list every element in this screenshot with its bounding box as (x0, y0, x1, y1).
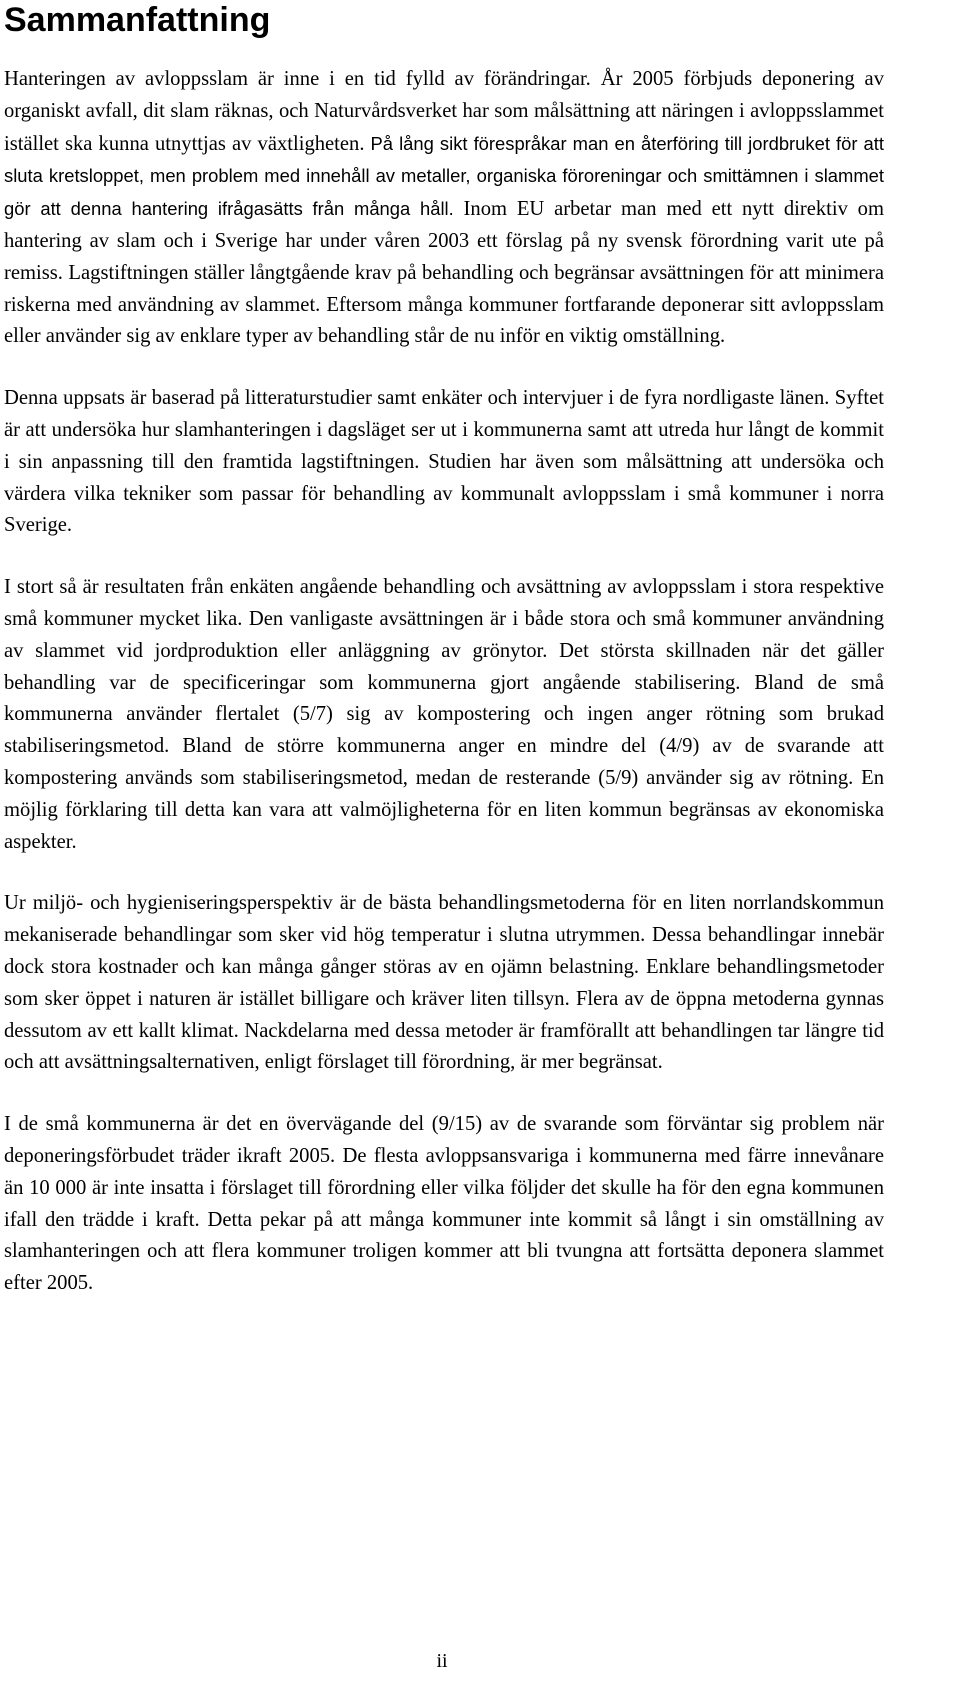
paragraph-1-sentence-3: På lång sikt förespråkar man en återföring till jordbruket för att sluta kretsloppet, men problem med innehåll av metaller, organiska föroreningar och smittämnen i slammet gör att denna hantering ifrågasätts från många håll. (4, 132, 884, 220)
paragraph-1-sentence-2: År 2005 förbjuds deponering av organiskt avfall, dit slam räknas, och Naturvårdsverket har som målsättning att näringen i avloppsslammet istället ska kunna utnyttjas av växtligheten. (4, 68, 884, 155)
page-number: ii (436, 1650, 448, 1672)
page-title: Sammanfattning (4, 1, 271, 39)
document-page (4, 0, 884, 1300)
paragraph-1 (4, 64, 884, 353)
paragraph-5: I de små kommunerna är det en övervägande del (9/15) av de svarande som förväntar sig problem när deponeringsförbudet träder ikraft 2005. De flesta avloppsansvariga i kommunerna med färre innevånare än 10 000 är inte insatta i förslaget till förordning eller vilka följder det skulle ha för den egna kommunen ifall den trädde i kraft. Detta pekar på att många kommuner inte kommit så långt i sin omställning av slamhanteringen och att flera kommuner troligen kommer att bli tvungna att fortsätta deponera slammet efter 2005. (4, 1113, 884, 1295)
paragraph-1-sentence-4: Inom EU arbetar man med ett nytt direktiv om hantering av slam och i Sverige har under våren 2003 ett förslag på ny svensk förordning varit ute på remiss. Lagstiftningen ställer långtgående krav på behandling och begränsar avsättningen för att minimera riskerna med användning av slammet. Eftersom många kommuner fortfarande deponerar sitt avloppsslam eller använder sig av enklare typer av behandling står de nu inför en viktig omställning. (4, 198, 884, 348)
paragraph-3: I stort så är resultaten från enkäten angående behandling och avsättning av avloppsslam i stora respektive små kommuner mycket lika. Den vanligaste avsättningen är i både stora och små kommuner användning av slammet vid jordproduktion eller anläggning av grönytor. Det största skillnaden när det gäller behandling var de specificeringar som kommunerna gjort angående stabilisering. Bland de små kommunerna använder flertalet (5/7) sig av kompostering och ingen anger rötning som brukad stabiliseringsmetod. Bland de större kommunerna anger en mindre del (4/9) av de svarande att kompostering används som stabiliseringsmetod, medan de resterande (5/9) använder sig av rötning. En möjlig förklaring till detta kan vara att valmöjligheterna för en liten kommun begränsas av ekonomiska aspekter. (4, 576, 884, 853)
paragraph-2: Denna uppsats är baserad på litteraturstudier samt enkäter och intervjuer i de fyra nordligaste länen. Syftet är att undersöka hur slamhanteringen i dagsläget ser ut i kommunerna samt att utreda hur långt de kommit i sin anpassning till den framtida lagstiftningen. Studien har även som målsättning att undersöka och värdera vilka tekniker som passar för behandling av kommunalt avloppsslam i små kommuner i norra Sverige. (4, 387, 884, 537)
paragraph-4: Ur miljö- och hygieniseringsperspektiv är de bästa behandlingsmetoderna för en liten norrlandskommun mekaniserade behandlingar som sker vid hög temperatur i slutna utrymmen. Dessa behandlingar innebär dock stora kostnader och kan många gånger störas av en ojämn belastning. Enklare behandlingsmetoder som sker öppet i naturen är istället billigare och kräver liten tillsyn. Flera av de öppna metoderna gynnas dessutom av ett kallt klimat. Nackdelarna med dessa metoder är framförallt att behandlingen tar längre tid och att avsättningsalternativen, enligt förslaget till förordning, är mer begränsat. (4, 892, 884, 1074)
paragraph-1-sentence-1: Hanteringen av avloppsslam är inne i en tid fylld av förändringar. (4, 68, 591, 90)
